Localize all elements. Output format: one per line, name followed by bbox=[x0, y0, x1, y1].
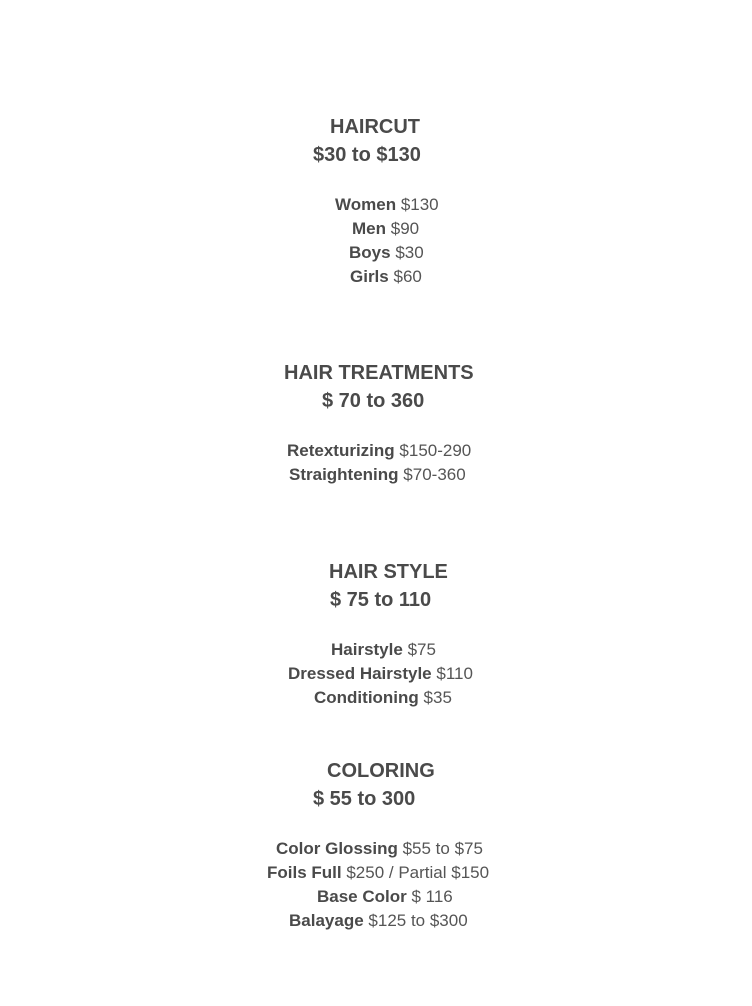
service-price: $250 / Partial $150 bbox=[346, 863, 490, 882]
service-name: Girls bbox=[350, 267, 389, 286]
service-item bbox=[352, 217, 419, 241]
service-name: Hairstyle bbox=[331, 640, 403, 659]
service-name: Base Color bbox=[317, 887, 407, 906]
price-range: $ 75 to 110 bbox=[330, 589, 432, 611]
service-name: Foils Full bbox=[267, 863, 342, 882]
service-item bbox=[314, 686, 452, 710]
service-item bbox=[288, 662, 473, 686]
price-range: $30 to $130 bbox=[313, 144, 421, 166]
service-price: $125 to $300 bbox=[368, 911, 468, 930]
service-name: Women bbox=[335, 195, 397, 214]
price-range: $ 55 to 300 bbox=[313, 788, 416, 810]
service-price: $70-360 bbox=[403, 465, 466, 484]
service-price: $55 to $75 bbox=[402, 839, 483, 858]
section-title: HAIR TREATMENTS bbox=[284, 362, 474, 384]
price-range: $ 70 to 360 bbox=[322, 390, 425, 412]
service-price: $110 bbox=[436, 664, 473, 683]
service-name: Boys bbox=[349, 243, 391, 262]
service-price: $60 bbox=[393, 267, 422, 286]
service-price: $30 bbox=[395, 243, 424, 262]
service-price: $150-290 bbox=[399, 441, 472, 460]
service-item bbox=[331, 638, 436, 662]
service-name: Dressed Hairstyle bbox=[288, 664, 432, 683]
service-item bbox=[267, 861, 489, 885]
service-item bbox=[317, 885, 453, 909]
service-item bbox=[289, 909, 468, 933]
service-item bbox=[289, 463, 466, 487]
section-title: HAIR STYLE bbox=[329, 561, 448, 583]
service-name: Balayage bbox=[289, 911, 364, 930]
service-price: $35 bbox=[423, 688, 452, 707]
service-price: $130 bbox=[400, 195, 439, 214]
service-name: Color Glossing bbox=[276, 839, 398, 858]
service-name: Straightening bbox=[289, 465, 399, 484]
service-name: Conditioning bbox=[314, 688, 419, 707]
service-price: $ 116 bbox=[411, 887, 453, 906]
section-title: HAIRCUT bbox=[330, 116, 420, 138]
service-item bbox=[335, 193, 439, 217]
service-item bbox=[287, 439, 471, 463]
section-title: COLORING bbox=[327, 760, 435, 782]
service-item bbox=[349, 241, 424, 265]
service-price: $75 bbox=[407, 640, 436, 659]
service-price: $90 bbox=[390, 219, 420, 238]
service-item bbox=[276, 837, 483, 861]
service-name: Retexturizing bbox=[287, 441, 395, 460]
service-name: Men bbox=[352, 219, 386, 238]
service-item bbox=[350, 265, 422, 289]
